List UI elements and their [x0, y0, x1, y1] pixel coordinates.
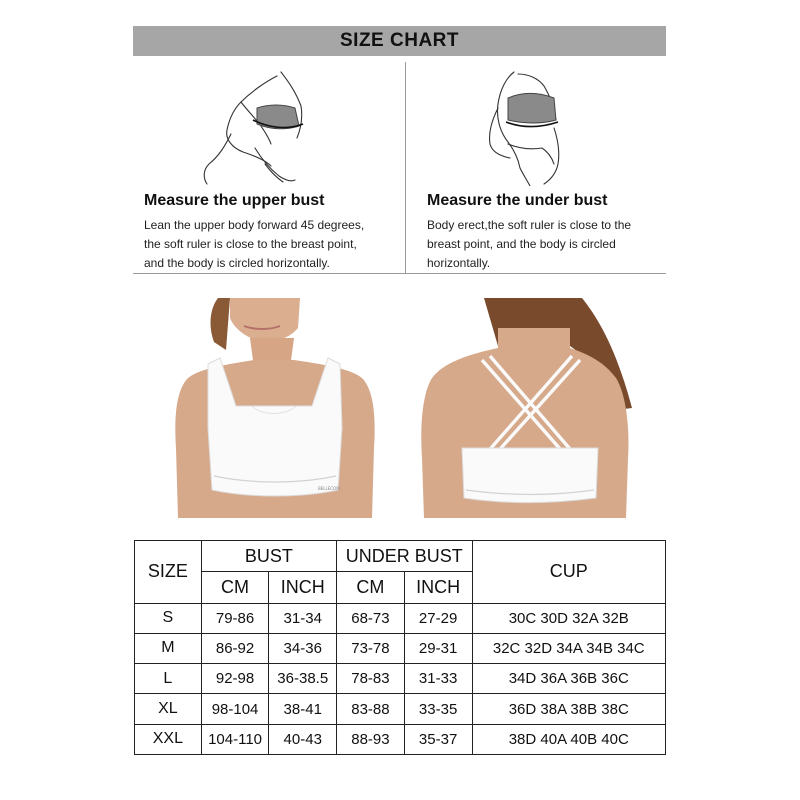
under-inch-cell: 29-31 — [404, 633, 472, 663]
bust-header: BUST — [201, 541, 336, 572]
under-bust-header: UNDER BUST — [337, 541, 472, 572]
under-inch-header: INCH — [404, 572, 472, 603]
under-bust-illustration — [478, 68, 578, 186]
upper-bust-line-1: Lean the upper body forward 45 degrees, — [144, 218, 365, 232]
cup-cell: 30C 30D 32A 32B — [472, 603, 666, 633]
horizontal-divider — [133, 273, 666, 274]
size-chart-title: SIZE CHART — [340, 30, 459, 51]
table-row — [135, 724, 666, 754]
under-bust-title: Measure the under bust — [427, 192, 608, 209]
bust-inch-cell: 34-36 — [269, 633, 337, 663]
cup-cell: 36D 38A 38B 38C — [472, 694, 666, 724]
table-header-row — [135, 541, 666, 572]
size-chart-header — [133, 26, 666, 56]
size-header: SIZE — [135, 541, 202, 604]
under-bust-line-2: breast point, and the body is circled — [427, 237, 616, 251]
size-cell: L — [135, 664, 202, 694]
front-view-photo — [170, 298, 380, 518]
bust-cm-cell: 86-92 — [201, 633, 269, 663]
bust-inch-cell: 38-41 — [269, 694, 337, 724]
cup-cell: 32C 32D 34A 34B 34C — [472, 633, 666, 663]
bust-cm-cell: 104-110 — [201, 724, 269, 754]
cup-cell: 34D 36A 36B 36C — [472, 664, 666, 694]
back-view-photo — [420, 298, 635, 518]
cup-cell: 38D 40A 40B 40C — [472, 724, 666, 754]
upper-bust-line-2: the soft ruler is close to the breast point, — [144, 237, 357, 251]
table-row — [135, 633, 666, 663]
under-cm-cell: 73-78 — [337, 633, 405, 663]
under-bust-description — [427, 216, 677, 273]
bust-cm-cell: 92-98 — [201, 664, 269, 694]
size-cell: XXL — [135, 724, 202, 754]
bust-inch-cell: 31-34 — [269, 603, 337, 633]
upper-bust-illustration — [195, 68, 315, 186]
upper-bust-line-3: and the body is circled horizontally. — [144, 256, 330, 270]
bust-inch-cell: 40-43 — [269, 724, 337, 754]
under-cm-header: CM — [337, 572, 405, 603]
upper-bust-title: Measure the upper bust — [144, 192, 325, 209]
under-bust-line-3: horizontally. — [427, 256, 491, 270]
under-cm-cell: 78-83 — [337, 664, 405, 694]
table-row — [135, 603, 666, 633]
table-row — [135, 664, 666, 694]
brand-label: BELLECOM — [318, 486, 340, 491]
upper-bust-description — [144, 216, 394, 273]
vertical-divider — [405, 62, 406, 274]
size-cell: M — [135, 633, 202, 663]
size-cell: XL — [135, 694, 202, 724]
under-inch-cell: 33-35 — [404, 694, 472, 724]
under-cm-cell: 83-88 — [337, 694, 405, 724]
under-inch-cell: 35-37 — [404, 724, 472, 754]
size-cell: S — [135, 603, 202, 633]
bust-cm-header: CM — [201, 572, 269, 603]
size-chart-table — [134, 540, 666, 755]
cup-header: CUP — [472, 541, 666, 604]
under-inch-cell: 27-29 — [404, 603, 472, 633]
bust-cm-cell: 79-86 — [201, 603, 269, 633]
under-inch-cell: 31-33 — [404, 664, 472, 694]
table-row — [135, 694, 666, 724]
under-cm-cell: 88-93 — [337, 724, 405, 754]
bust-cm-cell: 98-104 — [201, 694, 269, 724]
bust-inch-header: INCH — [269, 572, 337, 603]
bust-inch-cell: 36-38.5 — [269, 664, 337, 694]
under-bust-line-1: Body erect,the soft ruler is close to the — [427, 218, 632, 232]
under-cm-cell: 68-73 — [337, 603, 405, 633]
